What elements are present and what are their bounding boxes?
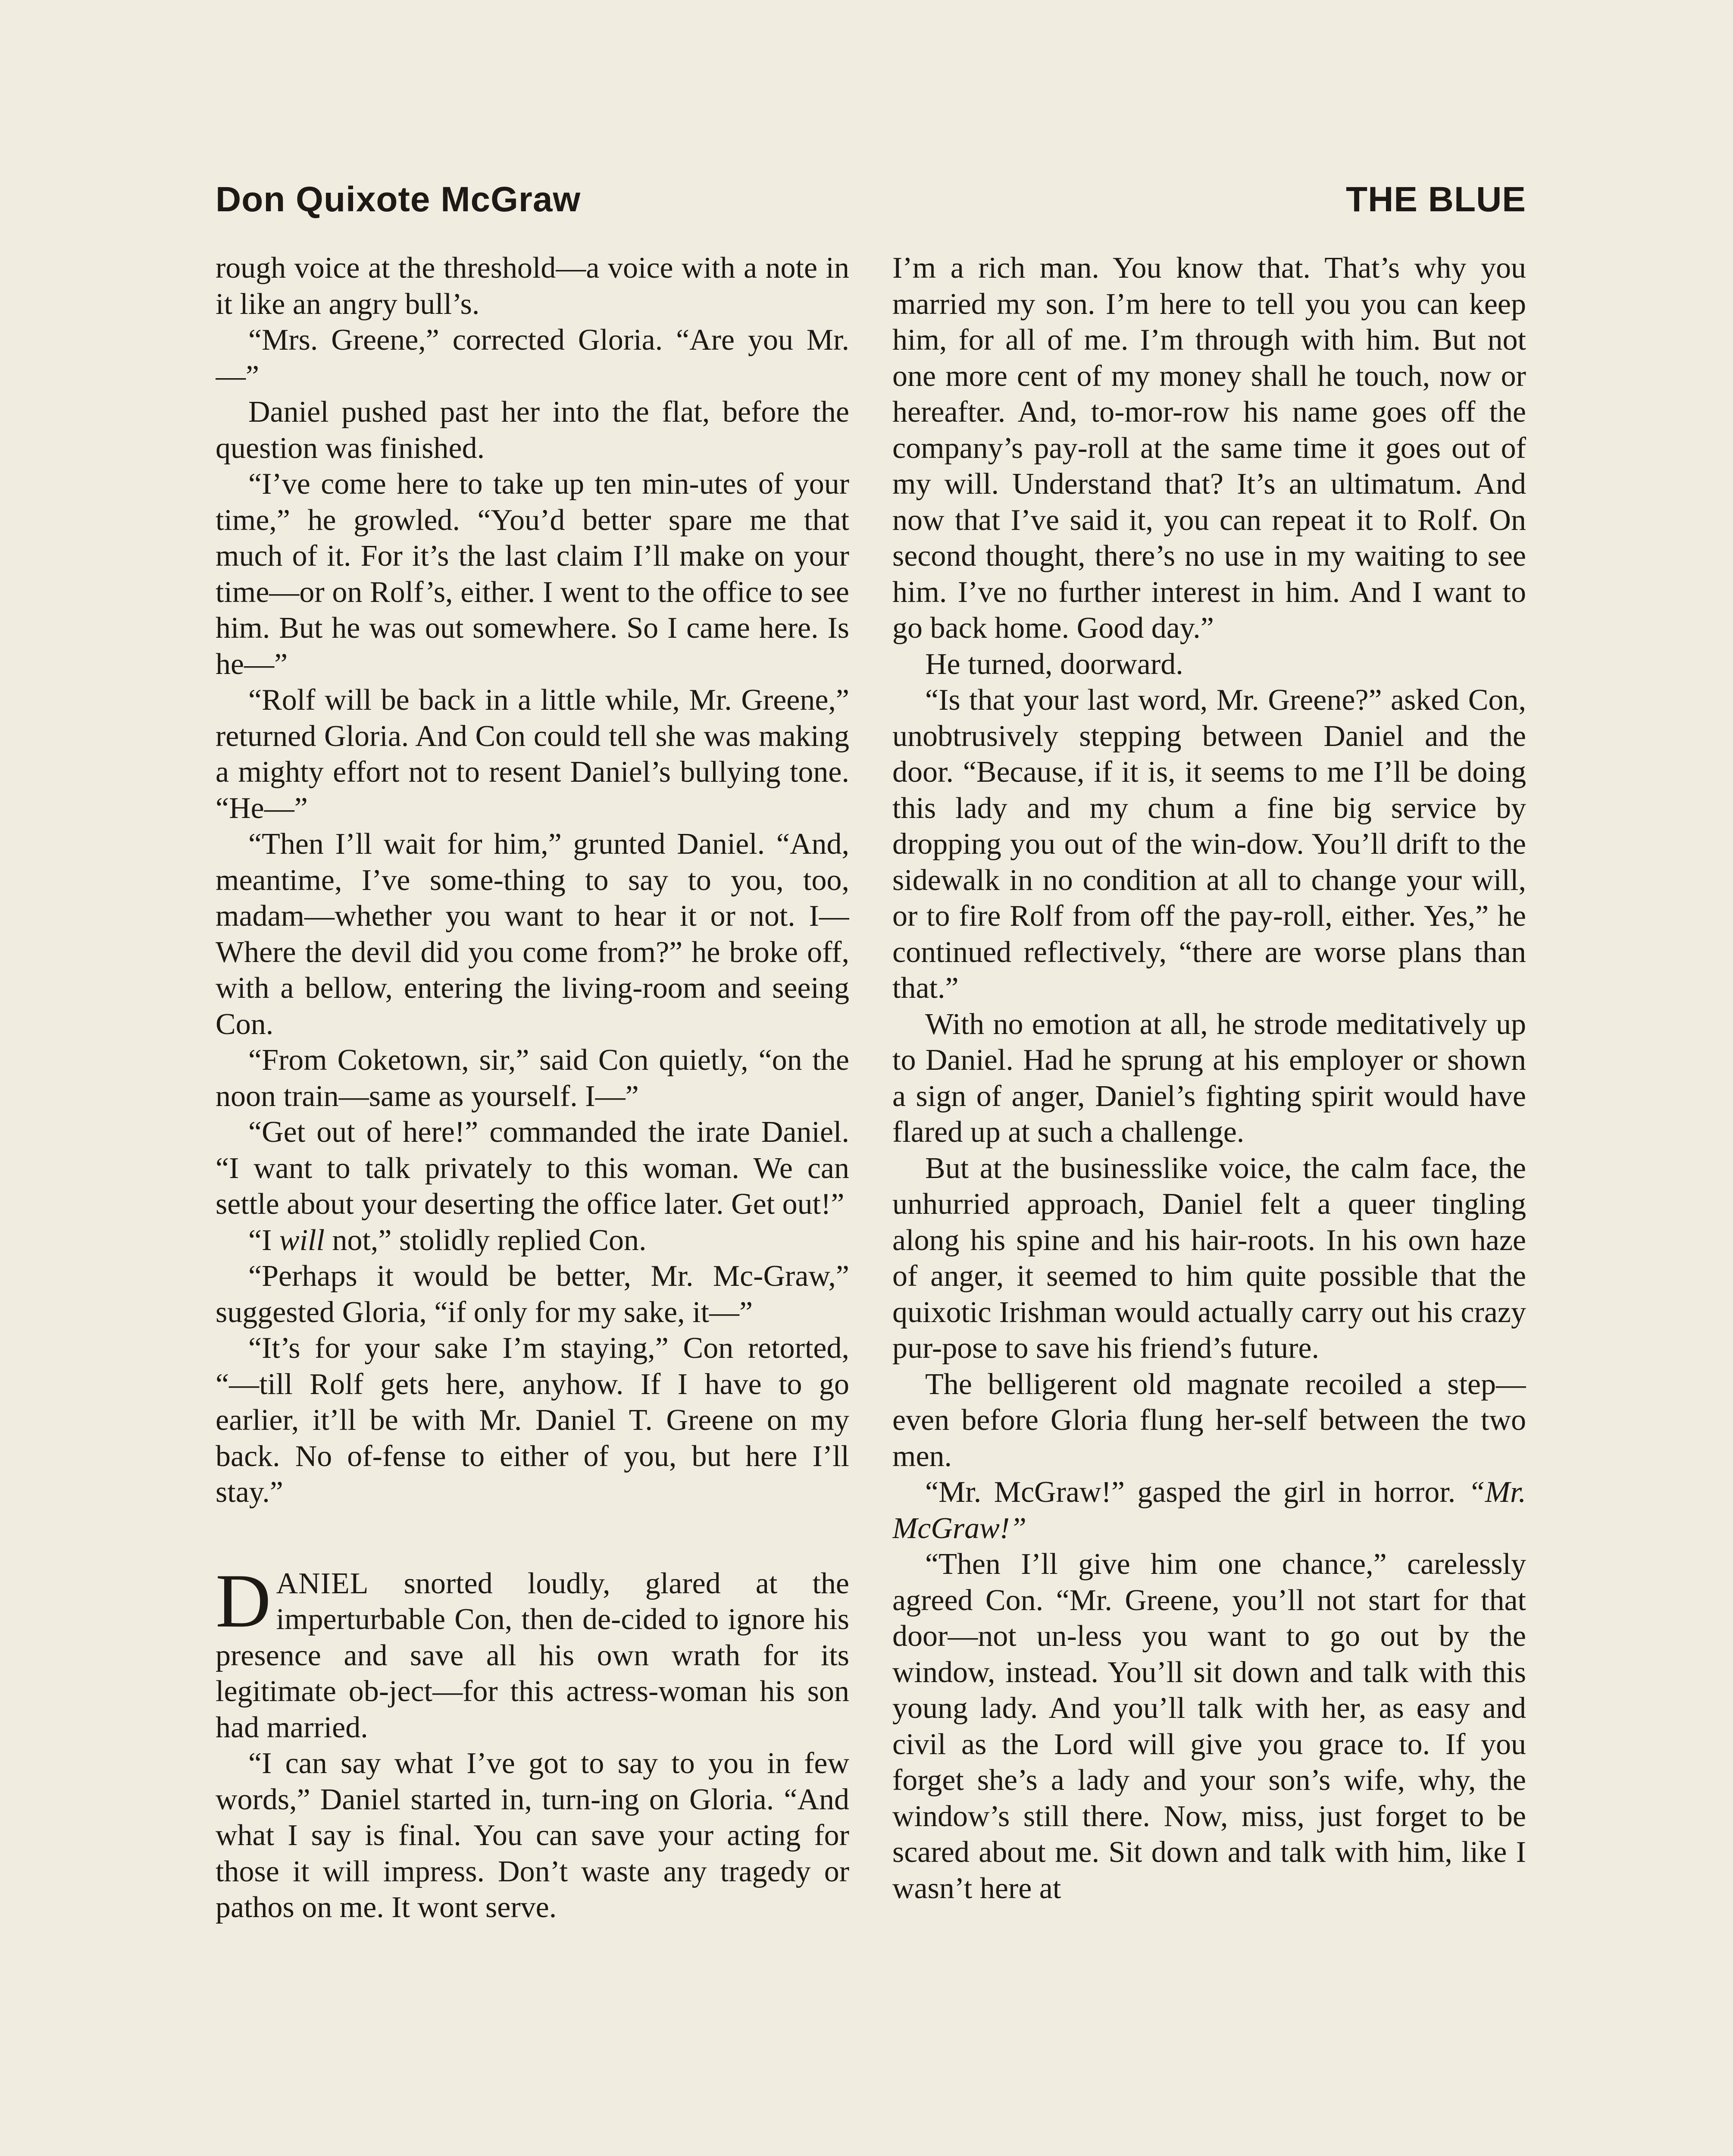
paragraph: “Is that your last word, Mr. Greene?” asked Con, unobtrusively stepping between Daniel and the door. “Because, if it is, it seems to me I’ll be doing this lady and my chum a fine big service by dropping you out of the win-dow. You’ll drift to the sidewalk in no condition at all to change your will, or to fire Rolf from off the pay-roll, either. Yes,” he continued reflectively, “there are worse plans than that.” xyxy=(892,683,1526,1005)
paragraph: “Perhaps it would be better, Mr. Mc-Graw,” suggested Gloria, “if only for my sake, it—” xyxy=(216,1260,849,1329)
paragraph: “Mr. McGraw!” gasped the girl in horror. “Mr. McGraw!” xyxy=(892,1476,1526,1545)
story-title: Don Quixote McGraw xyxy=(216,180,581,219)
drop-cap-continuation: ANIEL xyxy=(276,1567,369,1600)
text-columns xyxy=(216,250,1526,2156)
paragraph: “Get out of here!” commanded the irate Daniel. “I want to talk privately to this woman. We can settle about your deserting the office later. Get out!” xyxy=(216,1116,849,1221)
section-opening-paragraph: DANIEL snorted loudly, glared at the imperturbable Con, then de-cided to ignore his presence and save all his own wrath for its legitimate ob-ject—for this actress-woman his son had married. xyxy=(216,1557,849,1744)
paragraph: The belligerent old magnate recoiled a step—even before Gloria flung her-self between the two men. xyxy=(892,1367,1526,1473)
left-column xyxy=(216,250,849,2156)
paragraph: With no emotion at all, he strode meditatively up to Daniel. Had he sprung at his employer or shown a sign of anger, Daniel’s fighting spirit would have flared up at such a challenge. xyxy=(892,1007,1526,1149)
magazine-title: THE BLUE xyxy=(1346,180,1526,219)
paragraph: “I’ve come here to take up ten min-utes of your time,” he growled. “You’d better spare me that much of it. For it’s the last claim I’ll make on your time—or on Rolf’s, either. I went to the office to see him. But he was out somewhere. So I came here. Is he—” xyxy=(216,467,849,681)
paragraph: “Then I’ll wait for him,” grunted Daniel. “And, meantime, I’ve some-thing to say to you, too, madam—whether you want to hear it or not. I— Where the devil did you come from?” he broke off, with a bellow, entering the living-room and seeing Con. xyxy=(216,827,849,1041)
emphasis: “Mr. McGraw!” xyxy=(892,1476,1526,1545)
paragraph: But at the businesslike voice, the calm face, the unhurried approach, Daniel felt a queer tingling along his spine and his hair-roots. In his own haze of anger, it seemed to him quite possible that the quixotic Irishman would actually carry out his crazy pur-pose to save his friend’s future. xyxy=(892,1151,1526,1365)
drop-cap: D xyxy=(216,1557,271,1643)
right-column xyxy=(892,250,1526,2156)
paragraph: “I will not,” stolidly replied Con. xyxy=(248,1223,647,1257)
paragraph: He turned, doorward. xyxy=(925,647,1183,681)
paragraph: “Rolf will be back in a little while, Mr. Greene,” returned Gloria. And Con could tell she was making a mighty effort not to resent Daniel’s bullying tone. “He—” xyxy=(216,683,849,825)
paragraph: rough voice at the threshold—a voice with a note in it like an angry bull’s. xyxy=(216,251,849,321)
emphasis: will xyxy=(279,1223,325,1257)
paragraph: Daniel pushed past her into the flat, before the question was finished. xyxy=(216,395,849,465)
paragraph: I’m a rich man. You know that. That’s why you married my son. I’m here to tell you you can keep him, for all of me. I’m through with him. But not one more cent of my money shall he touch, now or hereafter. And, to-mor-row his name goes off the company’s pay-roll at the same time it goes out of my will. Understand that? It’s an ultimatum. And now that I’ve said it, you can repeat it to Rolf. On second thought, there’s no use in my waiting to see him. I’ve no further interest in him. And I want to go back home. Good day.” xyxy=(892,251,1526,645)
paragraph: “I can say what I’ve got to say to you in few words,” Daniel started in, turn-ing on Gloria. “And what I say is final. You can save your acting for those it will impress. Don’t waste any tragedy or pathos on me. It wont serve. xyxy=(216,1747,849,1924)
paragraph: “It’s for your sake I’m staying,” Con retorted, “—till Rolf gets here, anyhow. If I have to go earlier, it’ll be with Mr. Daniel T. Greene on my back. No of-fense to either of you, but here I’ll stay.” xyxy=(216,1332,849,1509)
paragraph: “Then I’ll give him one chance,” carelessly agreed Con. “Mr. Greene, you’ll not start for that door—not un-less you want to go out by the window, instead. You’ll sit down and talk with this young lady. And you’ll talk with her, as easy and civil as the Lord will give you grace to. If you forget she’s a lady and your son’s wife, why, the window’s still there. Now, miss, just forget to be scared about me. Sit down and talk with him, like I wasn’t here at xyxy=(892,1548,1526,1905)
paragraph: “From Coketown, sir,” said Con quietly, “on the noon train—same as yourself. I—” xyxy=(216,1044,849,1113)
paragraph: “Mrs. Greene,” corrected Gloria. “Are you Mr.—” xyxy=(216,323,849,393)
running-head xyxy=(216,164,1526,220)
